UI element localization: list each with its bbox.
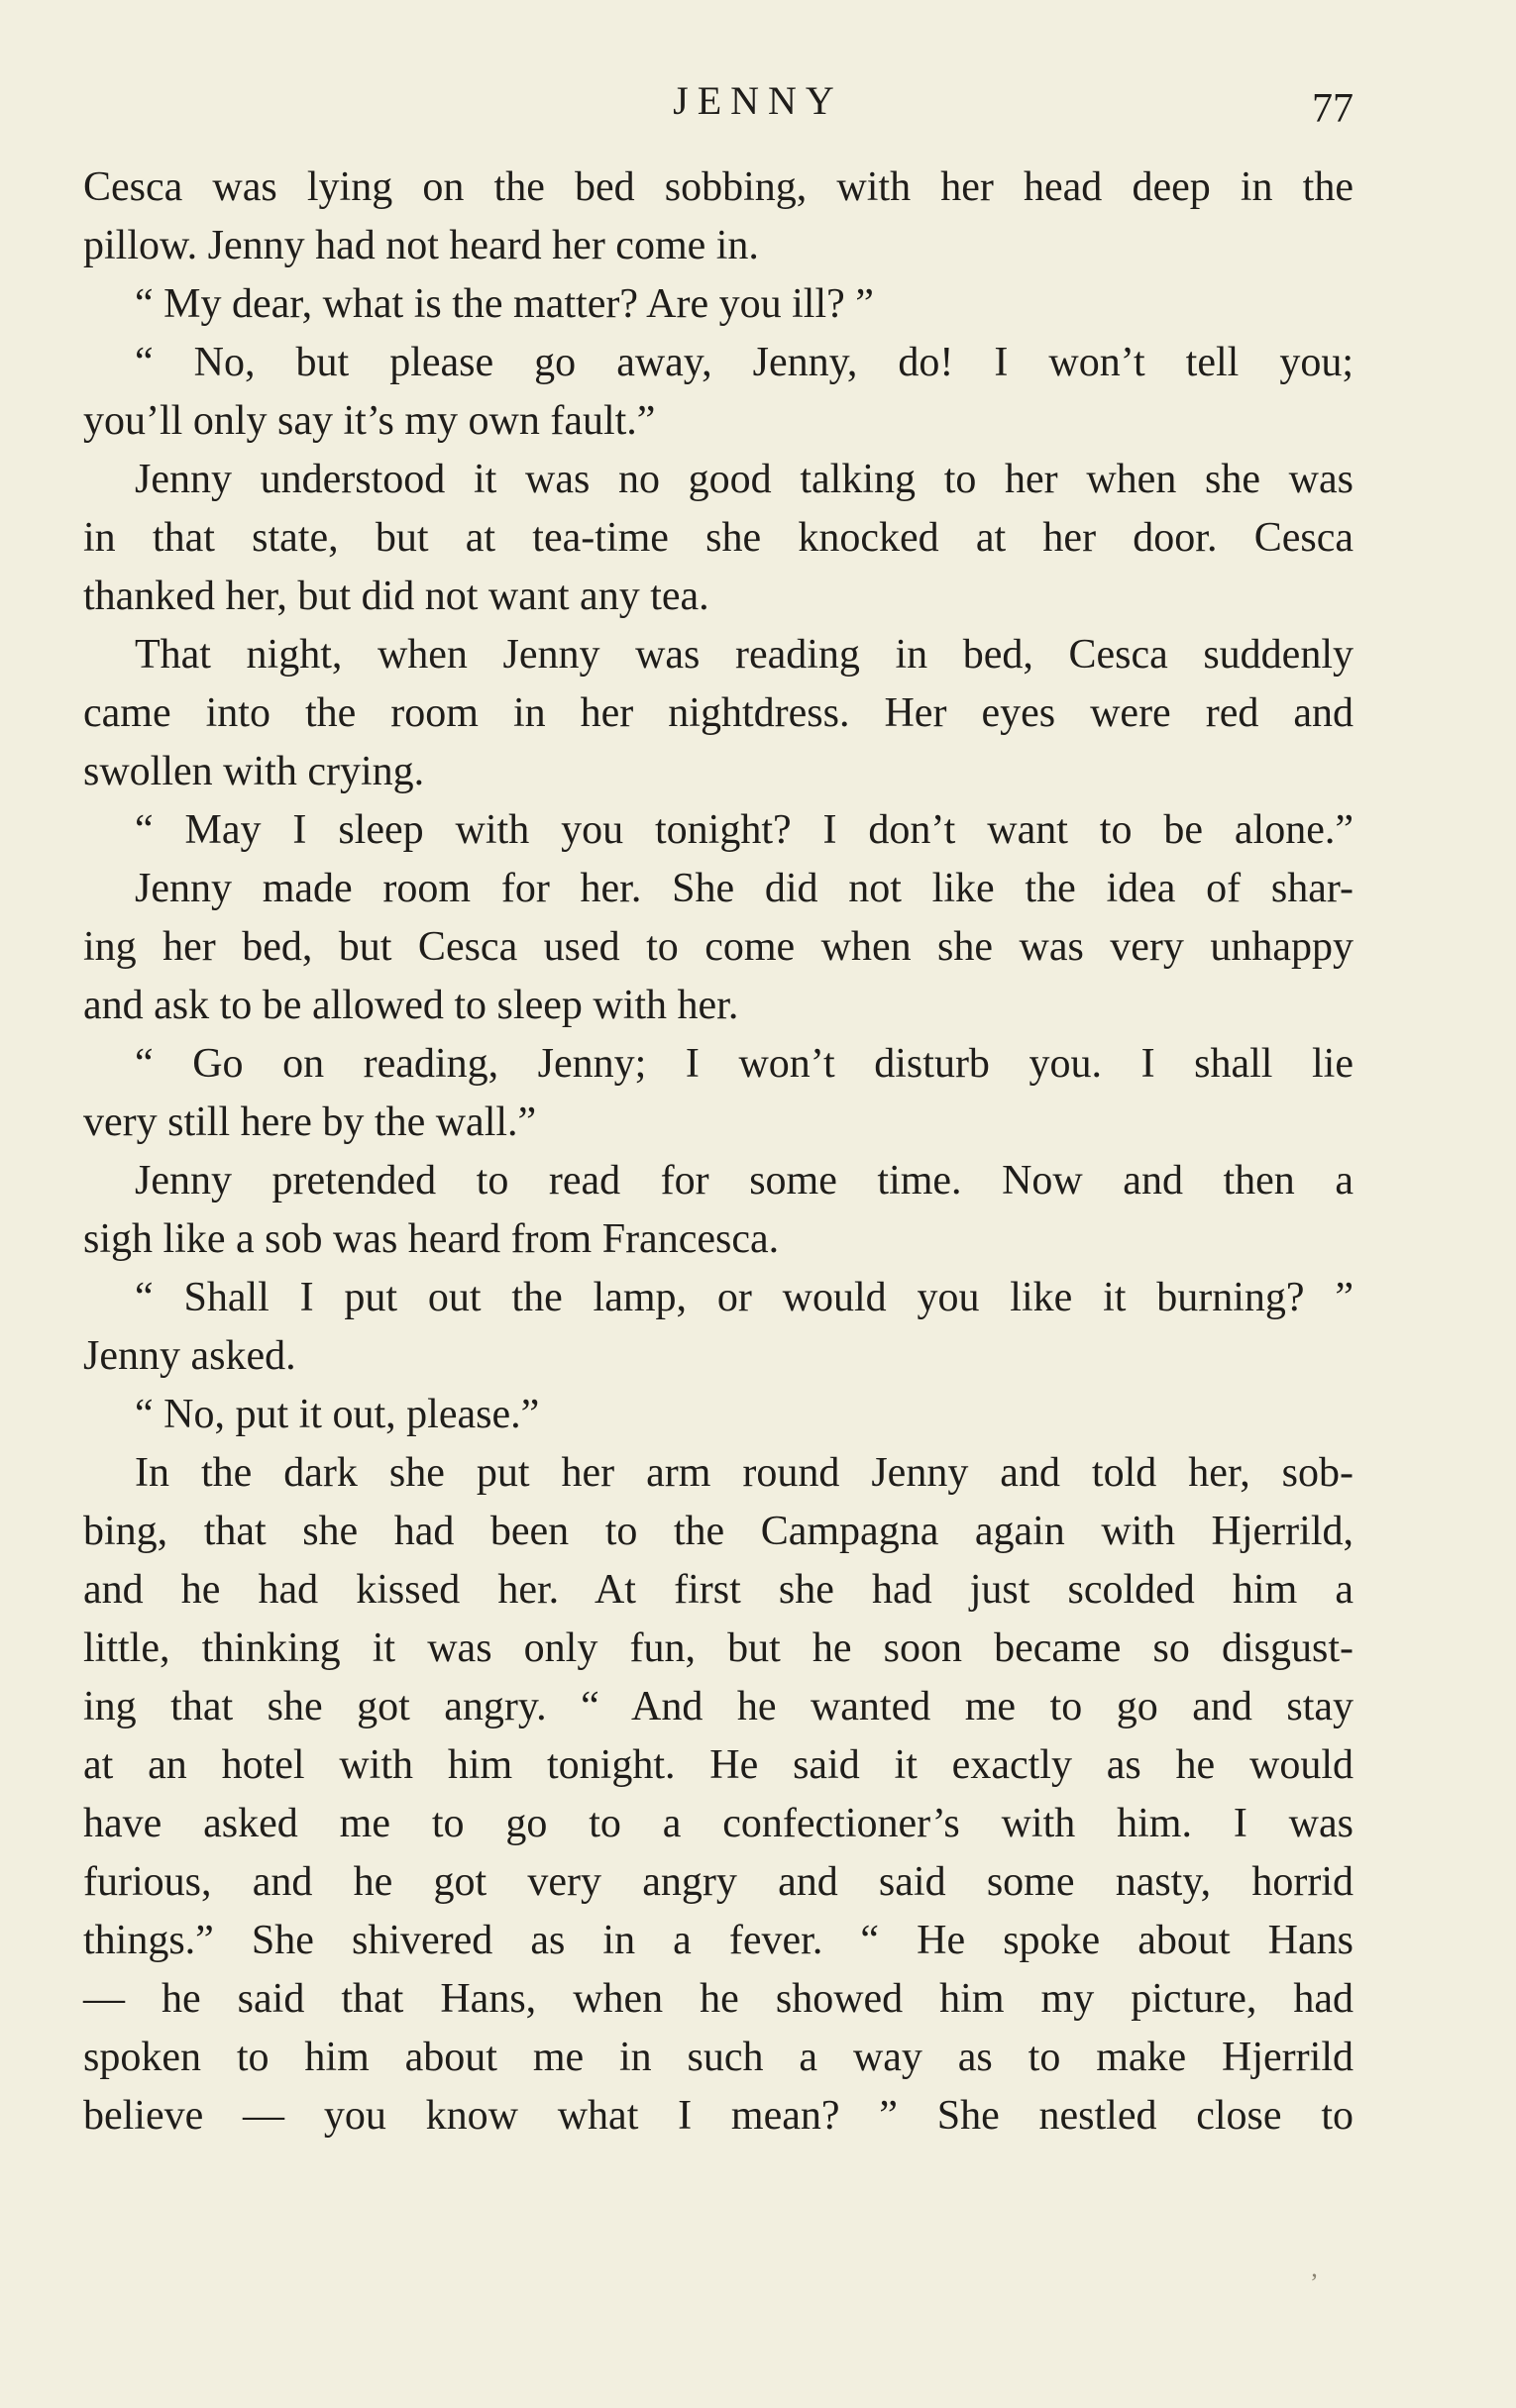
page-header [0, 77, 1516, 137]
text-line: and he had kissed her. At first she had just scolded him a [83, 1567, 1354, 1613]
text-line: Jenny made room for her. She did not like the idea of shar- [135, 866, 1354, 911]
text-line: spoken to him about me in such a way as to make Hjerrild [83, 2035, 1354, 2080]
text-line: — he said that Hans, when he showed him my picture, had [83, 1976, 1354, 2022]
text-line: furious, and he got very angry and said some nasty, horrid [83, 1859, 1354, 1905]
text-line: ing her bed, but Cesca used to come when she was very unhappy [83, 924, 1354, 970]
text-line: believe — you know what I mean? ” She nestled close to [83, 2093, 1354, 2139]
text-line: Jenny understood it was no good talking to her when she was [135, 457, 1354, 502]
text-line: pillow. Jenny had not heard her come in. [83, 223, 759, 268]
running-head: JENNY [673, 78, 843, 123]
text-line: That night, when Jenny was reading in bed, Cesca suddenly [135, 632, 1354, 678]
text-line: Jenny asked. [83, 1333, 296, 1379]
text-line: in that state, but at tea-time she knocked at her door. Cesca [83, 515, 1354, 561]
page-number: 77 [1312, 86, 1354, 132]
text-line: thanked her, but did not want any tea. [83, 574, 709, 619]
text-line: bing, that she had been to the Campagna again with Hjerrild, [83, 1509, 1354, 1554]
text-line: ing that she got angry. “ And he wanted me to go and stay [83, 1684, 1354, 1729]
text-line: “ May I sleep with you tonight? I don’t want to be alone.” [135, 807, 1354, 853]
text-line: at an hotel with him tonight. He said it exactly as he would [83, 1742, 1354, 1788]
text-line: little, thinking it was only fun, but he soon became so disgust- [83, 1625, 1354, 1671]
text-line: sigh like a sob was heard from Francesca. [83, 1216, 780, 1262]
text-line: and ask to be allowed to sleep with her. [83, 983, 739, 1028]
text-line: you’ll only say it’s my own fault.” [83, 398, 656, 444]
text-line: “ No, but please go away, Jenny, do! I won’t tell you; [135, 340, 1354, 385]
text-line: came into the room in her nightdress. Her eyes were red and [83, 690, 1354, 736]
body-text [83, 158, 1354, 2146]
text-line: In the dark she put her arm round Jenny and told her, sob- [135, 1450, 1354, 1496]
text-line: Jenny pretended to read for some time. Now and then a [135, 1158, 1354, 1204]
text-line: very still here by the wall.” [83, 1099, 537, 1145]
text-line: swollen with crying. [83, 749, 425, 794]
text-line: things.” She shivered as in a fever. “ He spoke about Hans [83, 1918, 1354, 1963]
text-line: “ No, put it out, please.” [135, 1392, 540, 1437]
text-line: “ Go on reading, Jenny; I won’t disturb you. I shall lie [135, 1041, 1354, 1087]
text-line: “ Shall I put out the lamp, or would you like it burning? ” [135, 1275, 1354, 1320]
text-line: have asked me to go to a confectioner’s with him. I was [83, 1801, 1354, 1846]
text-line: Cesca was lying on the bed sobbing, with her head deep in the [83, 164, 1354, 210]
text-line: “ My dear, what is the matter? Are you ill? ” [135, 281, 874, 327]
paper-speck: ʼ [1310, 2268, 1319, 2297]
